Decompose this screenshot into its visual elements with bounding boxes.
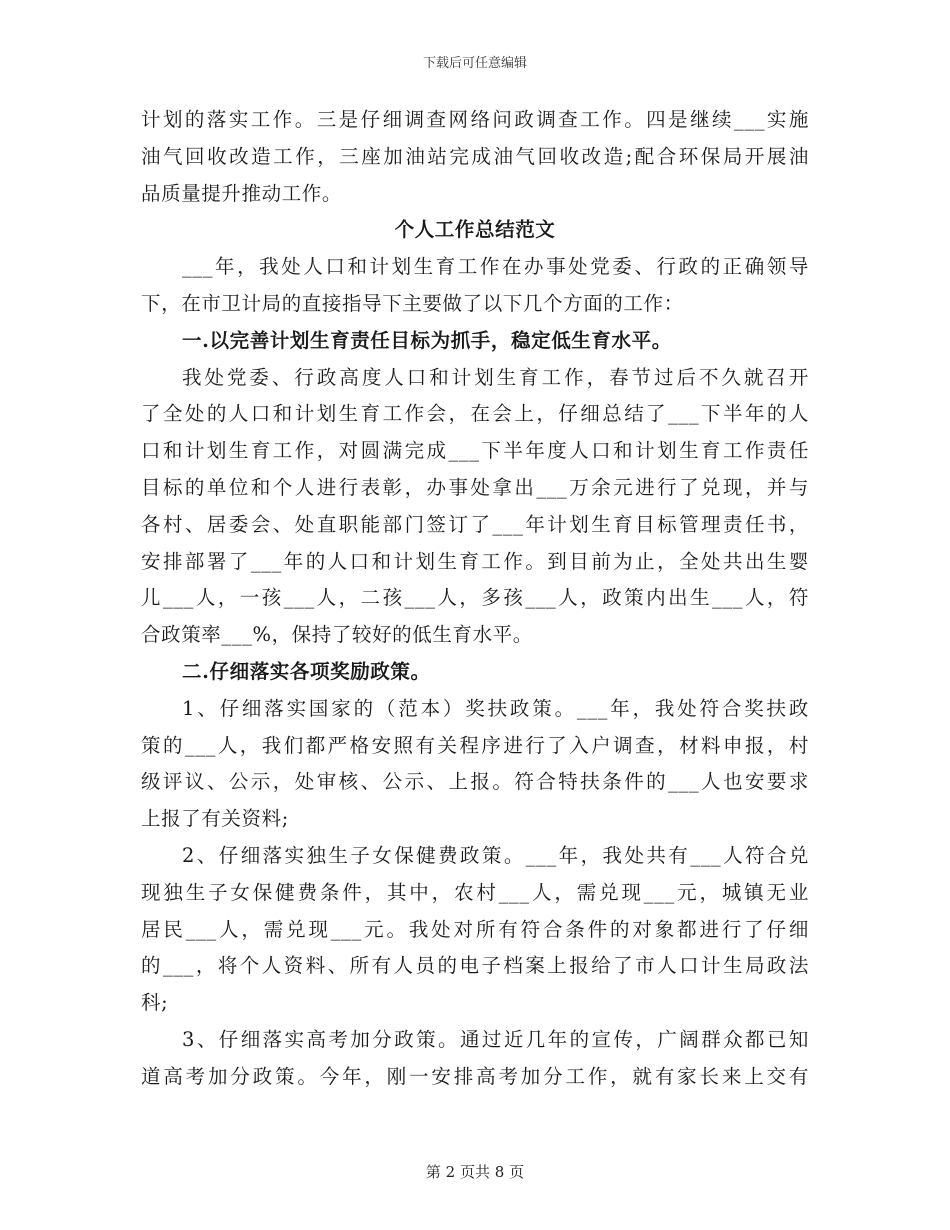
paragraph-line: 级评议、公示，处审核、公示、上报。符合特扶条件的___人也安要求	[141, 770, 809, 794]
paragraph-line: 我处党委、行政高度人口和计划生育工作，春节过后不久就召开	[182, 365, 809, 389]
heading-one: 一.以完善计划生育责任目标为抓手，稳定低生育水平。	[182, 328, 672, 352]
paragraph-line: 的___，将个人资料、所有人员的电子档案上报给了市人口计生局政法	[141, 954, 809, 978]
paragraph-line: 3、仔细落实高考加分政策。通过近几年的宣传，广阔群众都已知	[182, 1027, 809, 1051]
paragraph-line: 油气回收改造工作，三座加油站完成油气回收改造;配合环保局开展油	[141, 144, 809, 168]
document-body	[141, 102, 809, 1096]
paragraph-line: 上报了有关资料;	[141, 807, 289, 831]
paragraph-line: 策的___人，我们都严格安照有关程序进行了入户调查，材料申报，村	[141, 733, 809, 757]
paragraph-line: 下，在市卫计局的直接指导下主要做了以下几个方面的工作：	[141, 291, 684, 315]
heading-two: 二.仔细落实各项奖励政策。	[182, 659, 431, 683]
paragraph-line: 安排部署了___年的人口和计划生育工作。到目前为止，全处共出生婴	[141, 549, 809, 573]
paragraph-line: 目标的单位和个人进行表彰，办事处拿出___万余元进行了兑现，并与	[141, 475, 809, 499]
paragraph-line: 计划的落实工作。三是仔细调查网络问政调查工作。四是继续___实施	[141, 108, 809, 131]
paragraph-line: 科;	[141, 991, 169, 1015]
section-title: 个人工作总结范文	[394, 218, 556, 242]
paragraph-line: ___年，我处人口和计划生育工作在办事处党委、行政的正确领导	[182, 255, 809, 279]
paragraph-line: 合政策率___%，保持了较好的低生育水平。	[141, 623, 533, 647]
paragraph-line: 儿___人，一孩___人，二孩___人，多孩___人，政策内出生___人，符	[141, 586, 809, 610]
paragraph-line: 口和计划生育工作，对圆满完成___下半年度人口和计划生育工作责任	[141, 439, 809, 463]
paragraph-line: 了全处的人口和计划生育工作会，在会上，仔细总结了___下半年的人	[141, 402, 809, 426]
paragraph-line: 2、仔细落实独生子女保健费政策。___年，我处共有___人符合兑	[182, 843, 809, 867]
paragraph-line: 道高考加分政策。今年，刚一安排高考加分工作，就有家长来上交有	[141, 1064, 809, 1088]
page-footer: 第 2 页共 8 页	[425, 1163, 525, 1181]
paragraph-line: 1、仔细落实国家的（范本）奖扶政策。___年，我处符合奖扶政	[182, 696, 809, 720]
paragraph-line: 品质量提升推动工作。	[141, 181, 343, 205]
paragraph-line: 居民___人，需兑现___元。我处对所有符合条件的对象都进行了仔细	[141, 917, 809, 941]
paragraph-line: 现独生子女保健费条件，其中，农村___人，需兑现___元，城镇无业	[141, 880, 809, 904]
page-header: 下载后可任意编辑	[422, 56, 527, 71]
paragraph-line: 各村、居委会、处直职能部门签订了___年计划生育目标管理责任书，	[141, 512, 809, 536]
